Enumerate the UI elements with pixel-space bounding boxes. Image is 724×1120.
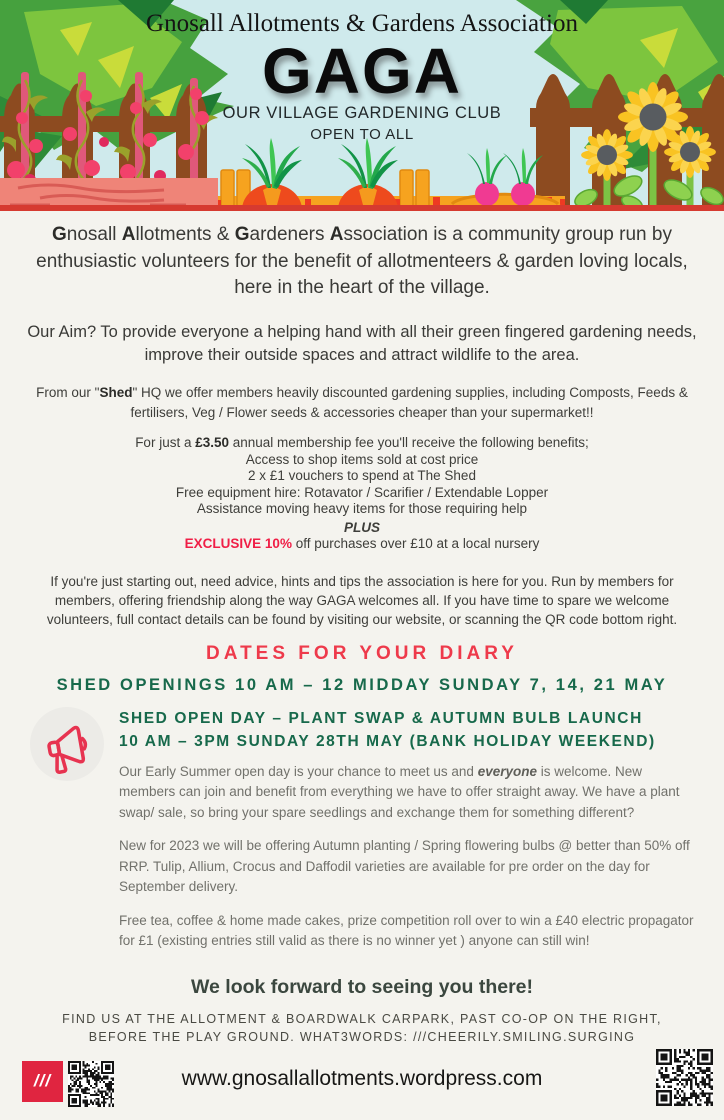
benefits-lead: For just a £3.50 annual membership fee you'll receive the following benefits; — [135, 435, 589, 451]
exclusive-offer: EXCLUSIVE 10% off purchases over £10 at a local nursery — [184, 536, 540, 552]
benefit-item: 2 x £1 vouchers to spend at The Shed — [248, 468, 476, 484]
benefit-item: Access to shop items sold at cost price — [245, 451, 479, 467]
benefit-item: Assistance moving heavy items for those requiring help — [196, 501, 528, 517]
bold-fee: £3.50 — [195, 435, 230, 451]
header-divider — [0, 205, 724, 211]
what3words-logo: /// — [22, 1061, 63, 1102]
dates-for-diary-heading: DATES FOR YOUR DIARY — [206, 642, 518, 664]
flyer-footer — [0, 1048, 724, 1120]
membership-benefits — [22, 435, 702, 552]
bold-shed: Shed — [99, 385, 133, 401]
shed-openings-heading: SHED OPENINGS 10 AM – 12 MIDDAY SUNDAY 7, 14, 21 MAY — [56, 675, 668, 694]
open-day-section — [22, 707, 702, 965]
open-day-content — [119, 707, 702, 965]
bold-initial: G — [234, 224, 250, 245]
exclusive-highlight: EXCLUSIVE 10% — [184, 536, 292, 552]
intro-paragraph: Gnosall Allotments & Gardeners Association is a community group run by enthusiastic volunteers for the benefit of allotmenteers & garden loving locals, here in the heart of the village. — [36, 224, 688, 299]
bold-everyone: everyone — [477, 764, 537, 780]
open-day-paragraph-3: Free tea, coffee & home made cakes, prize competition roll over to win a £40 electric propagator for £1 (existing entries still valid as there is no winner yet ) anyone can still win! — [119, 912, 694, 948]
open-day-paragraph-2: New for 2023 we will be offering Autumn planting / Spring flowering bulbs @ better than 50% off RRP. Tulip, Allium, Crocus and Daffodil varieties are available for pre order on the day for September delivery. — [119, 838, 690, 894]
website-link[interactable]: www.gnosallallotments.wordpress.com — [181, 1066, 543, 1090]
closing-line: We look forward to seeing you there! — [190, 975, 534, 998]
flyer-body — [0, 222, 724, 1046]
bold-initial: A — [329, 224, 344, 245]
association-title: Gnosall Allotments & Gardens Association — [146, 10, 578, 37]
bold-initial: A — [121, 224, 136, 245]
acronym-title: GAGA — [262, 35, 462, 107]
tagline-club: OUR VILLAGE GARDENING CLUB — [222, 104, 502, 122]
shed-hq-paragraph: From our "Shed" HQ we offer members heavily discounted gardening supplies, including Composts, Feeds & fertilisers, Veg / Flower seeds & accessories cheaper than your supermarket!! — [36, 385, 688, 420]
qr-code-right — [656, 1049, 713, 1106]
open-day-heading: SHED OPEN DAY – PLANT SWAP & AUTUMN BULB LAUNCH 10 AM – 3PM SUNDAY 28TH MAY (BANK HOLIDAY WEEKEND) — [119, 709, 656, 750]
tagline-open: OPEN TO ALL — [310, 126, 414, 143]
welcome-paragraph: If you're just starting out, need advice, hints and tips the association is here for you. Run by members for members, offering friendship along the way GAGA welcomes all. If you have time to spare we welcome volunteers, full contact details can be found by visiting our website, or scanning the QR code bottom right. — [46, 573, 678, 627]
find-us-text: FIND US AT THE ALLOTMENT & BOARDWALK CARPARK, PAST CO-OP ON THE RIGHT, BEFORE THE PLAY GROUND. WHAT3WORDS: ///CHEERILY.SMILING.SURGING — [62, 1011, 662, 1044]
aim-paragraph: Our Aim? To provide everyone a helping hand with all their green fingered gardening needs, improve their outside spaces and attract wildlife to the area. — [27, 322, 697, 364]
open-day-paragraph-1: Our Early Summer open day is your chance to meet us and everyone is welcome. New members can join and benefit from everything we have to offer straight away. We have a plant swap/ sale, so bring your spare seedlings and exchange them for something different? — [119, 764, 680, 820]
announcement-icon-area — [30, 707, 108, 965]
flyer-header — [0, 0, 724, 211]
bold-initial: G — [52, 224, 67, 245]
plus-label: PLUS — [343, 519, 380, 535]
benefit-item: Free equipment hire: Rotavator / Scarifier / Extendable Lopper — [175, 484, 549, 500]
megaphone-icon — [30, 707, 104, 781]
